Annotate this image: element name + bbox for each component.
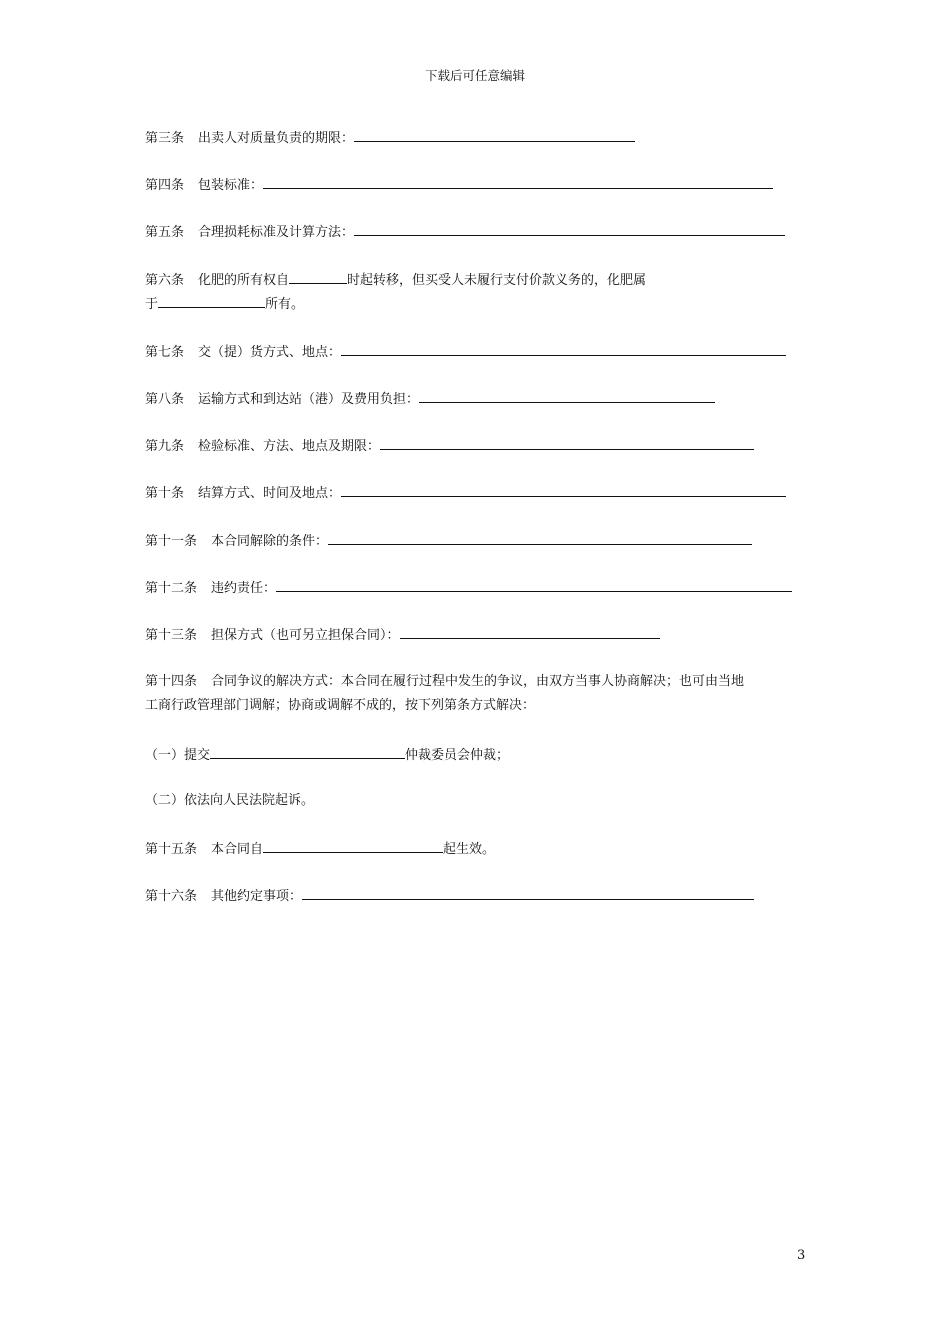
clause-number: 第十五条 bbox=[145, 842, 198, 857]
clause-text: 工商行政管理部门调解；协商或调解不成的，按下列第条方式解决： bbox=[145, 698, 536, 713]
clause-4 bbox=[145, 175, 773, 195]
clause-number: 第十六条 bbox=[145, 889, 198, 904]
clause-text: 运输方式和到达站（港）及费用负担： bbox=[198, 392, 420, 407]
clause-text: 化肥的所有权自 bbox=[198, 273, 290, 288]
clause-text: 包装标准： bbox=[198, 178, 264, 193]
clause-number: 第十三条 bbox=[145, 628, 198, 643]
option-1 bbox=[145, 745, 509, 765]
clause-text: 本合同解除的条件： bbox=[211, 534, 329, 549]
clause-text: 所有。 bbox=[265, 297, 305, 312]
clause-text: 合同争议的解决方式：本合同在履行过程中发生的争议，由双方当事人协商解决；也可由当地 bbox=[211, 674, 745, 689]
clause-text: 时起转移，但买受人未履行支付价款义务的，化肥属 bbox=[347, 273, 647, 288]
clause-number: 第四条 bbox=[145, 178, 185, 193]
fill-blank[interactable] bbox=[210, 745, 405, 759]
fill-blank[interactable] bbox=[263, 175, 773, 189]
fill-blank[interactable] bbox=[341, 342, 786, 356]
clause-number: 第七条 bbox=[145, 345, 185, 360]
fill-blank[interactable] bbox=[276, 578, 792, 592]
fill-blank[interactable] bbox=[263, 839, 443, 853]
fill-blank[interactable] bbox=[341, 483, 786, 497]
clause-text: 违约责任： bbox=[211, 581, 277, 596]
clause-text: 仲裁委员会仲裁； bbox=[405, 748, 510, 763]
clause-14-line2 bbox=[145, 697, 535, 715]
clause-6-line2 bbox=[145, 294, 304, 314]
clause-8 bbox=[145, 389, 715, 409]
fill-blank[interactable] bbox=[354, 128, 635, 142]
clause-11 bbox=[145, 531, 752, 551]
clause-text: 本合同自 bbox=[211, 842, 264, 857]
page-number: 3 bbox=[797, 1248, 806, 1263]
clause-text: 担保方式（也可另立担保合同）： bbox=[211, 628, 400, 643]
clause-text: 检验标准、方法、地点及期限： bbox=[198, 439, 381, 454]
page-header: 下载后可任意编辑 bbox=[424, 68, 525, 83]
clause-16 bbox=[145, 886, 754, 906]
clause-text: 其他约定事项： bbox=[211, 889, 303, 904]
clause-text: 合理损耗标准及计算方法： bbox=[198, 225, 355, 240]
clause-10 bbox=[145, 483, 786, 503]
clause-6 bbox=[145, 270, 646, 290]
fill-blank[interactable] bbox=[380, 436, 754, 450]
clause-number: 第六条 bbox=[145, 273, 185, 288]
clause-number: 第十条 bbox=[145, 486, 185, 501]
clause-number: 第十四条 bbox=[145, 674, 198, 689]
clause-text: 交（提）货方式、地点： bbox=[198, 345, 342, 360]
fill-blank[interactable] bbox=[419, 389, 715, 403]
clause-text: 结算方式、时间及地点： bbox=[198, 486, 342, 501]
clause-number: 第八条 bbox=[145, 392, 185, 407]
clause-3 bbox=[145, 128, 635, 148]
clause-text: 出卖人对质量负责的期限： bbox=[198, 131, 355, 146]
clause-13 bbox=[145, 625, 660, 645]
clause-7 bbox=[145, 342, 786, 362]
fill-blank[interactable] bbox=[302, 886, 754, 900]
clause-text: 于 bbox=[145, 297, 159, 312]
fill-blank[interactable] bbox=[400, 625, 660, 639]
fill-blank[interactable] bbox=[289, 270, 347, 284]
clause-text: （一）提交 bbox=[145, 748, 211, 763]
clause-number: 第十一条 bbox=[145, 534, 198, 549]
clause-number: 第五条 bbox=[145, 225, 185, 240]
clause-9 bbox=[145, 436, 754, 456]
clause-text: 起生效。 bbox=[443, 842, 496, 857]
clause-text: （二）依法向人民法院起诉。 bbox=[145, 793, 315, 808]
clause-number: 第九条 bbox=[145, 439, 185, 454]
clause-15 bbox=[145, 839, 495, 859]
clause-12 bbox=[145, 578, 792, 598]
clause-number: 第十二条 bbox=[145, 581, 198, 596]
clause-14 bbox=[145, 673, 744, 691]
option-2 bbox=[145, 792, 314, 810]
fill-blank[interactable] bbox=[158, 294, 265, 308]
fill-blank[interactable] bbox=[354, 222, 785, 236]
clause-number: 第三条 bbox=[145, 131, 185, 146]
fill-blank[interactable] bbox=[328, 531, 752, 545]
clause-5 bbox=[145, 222, 785, 242]
